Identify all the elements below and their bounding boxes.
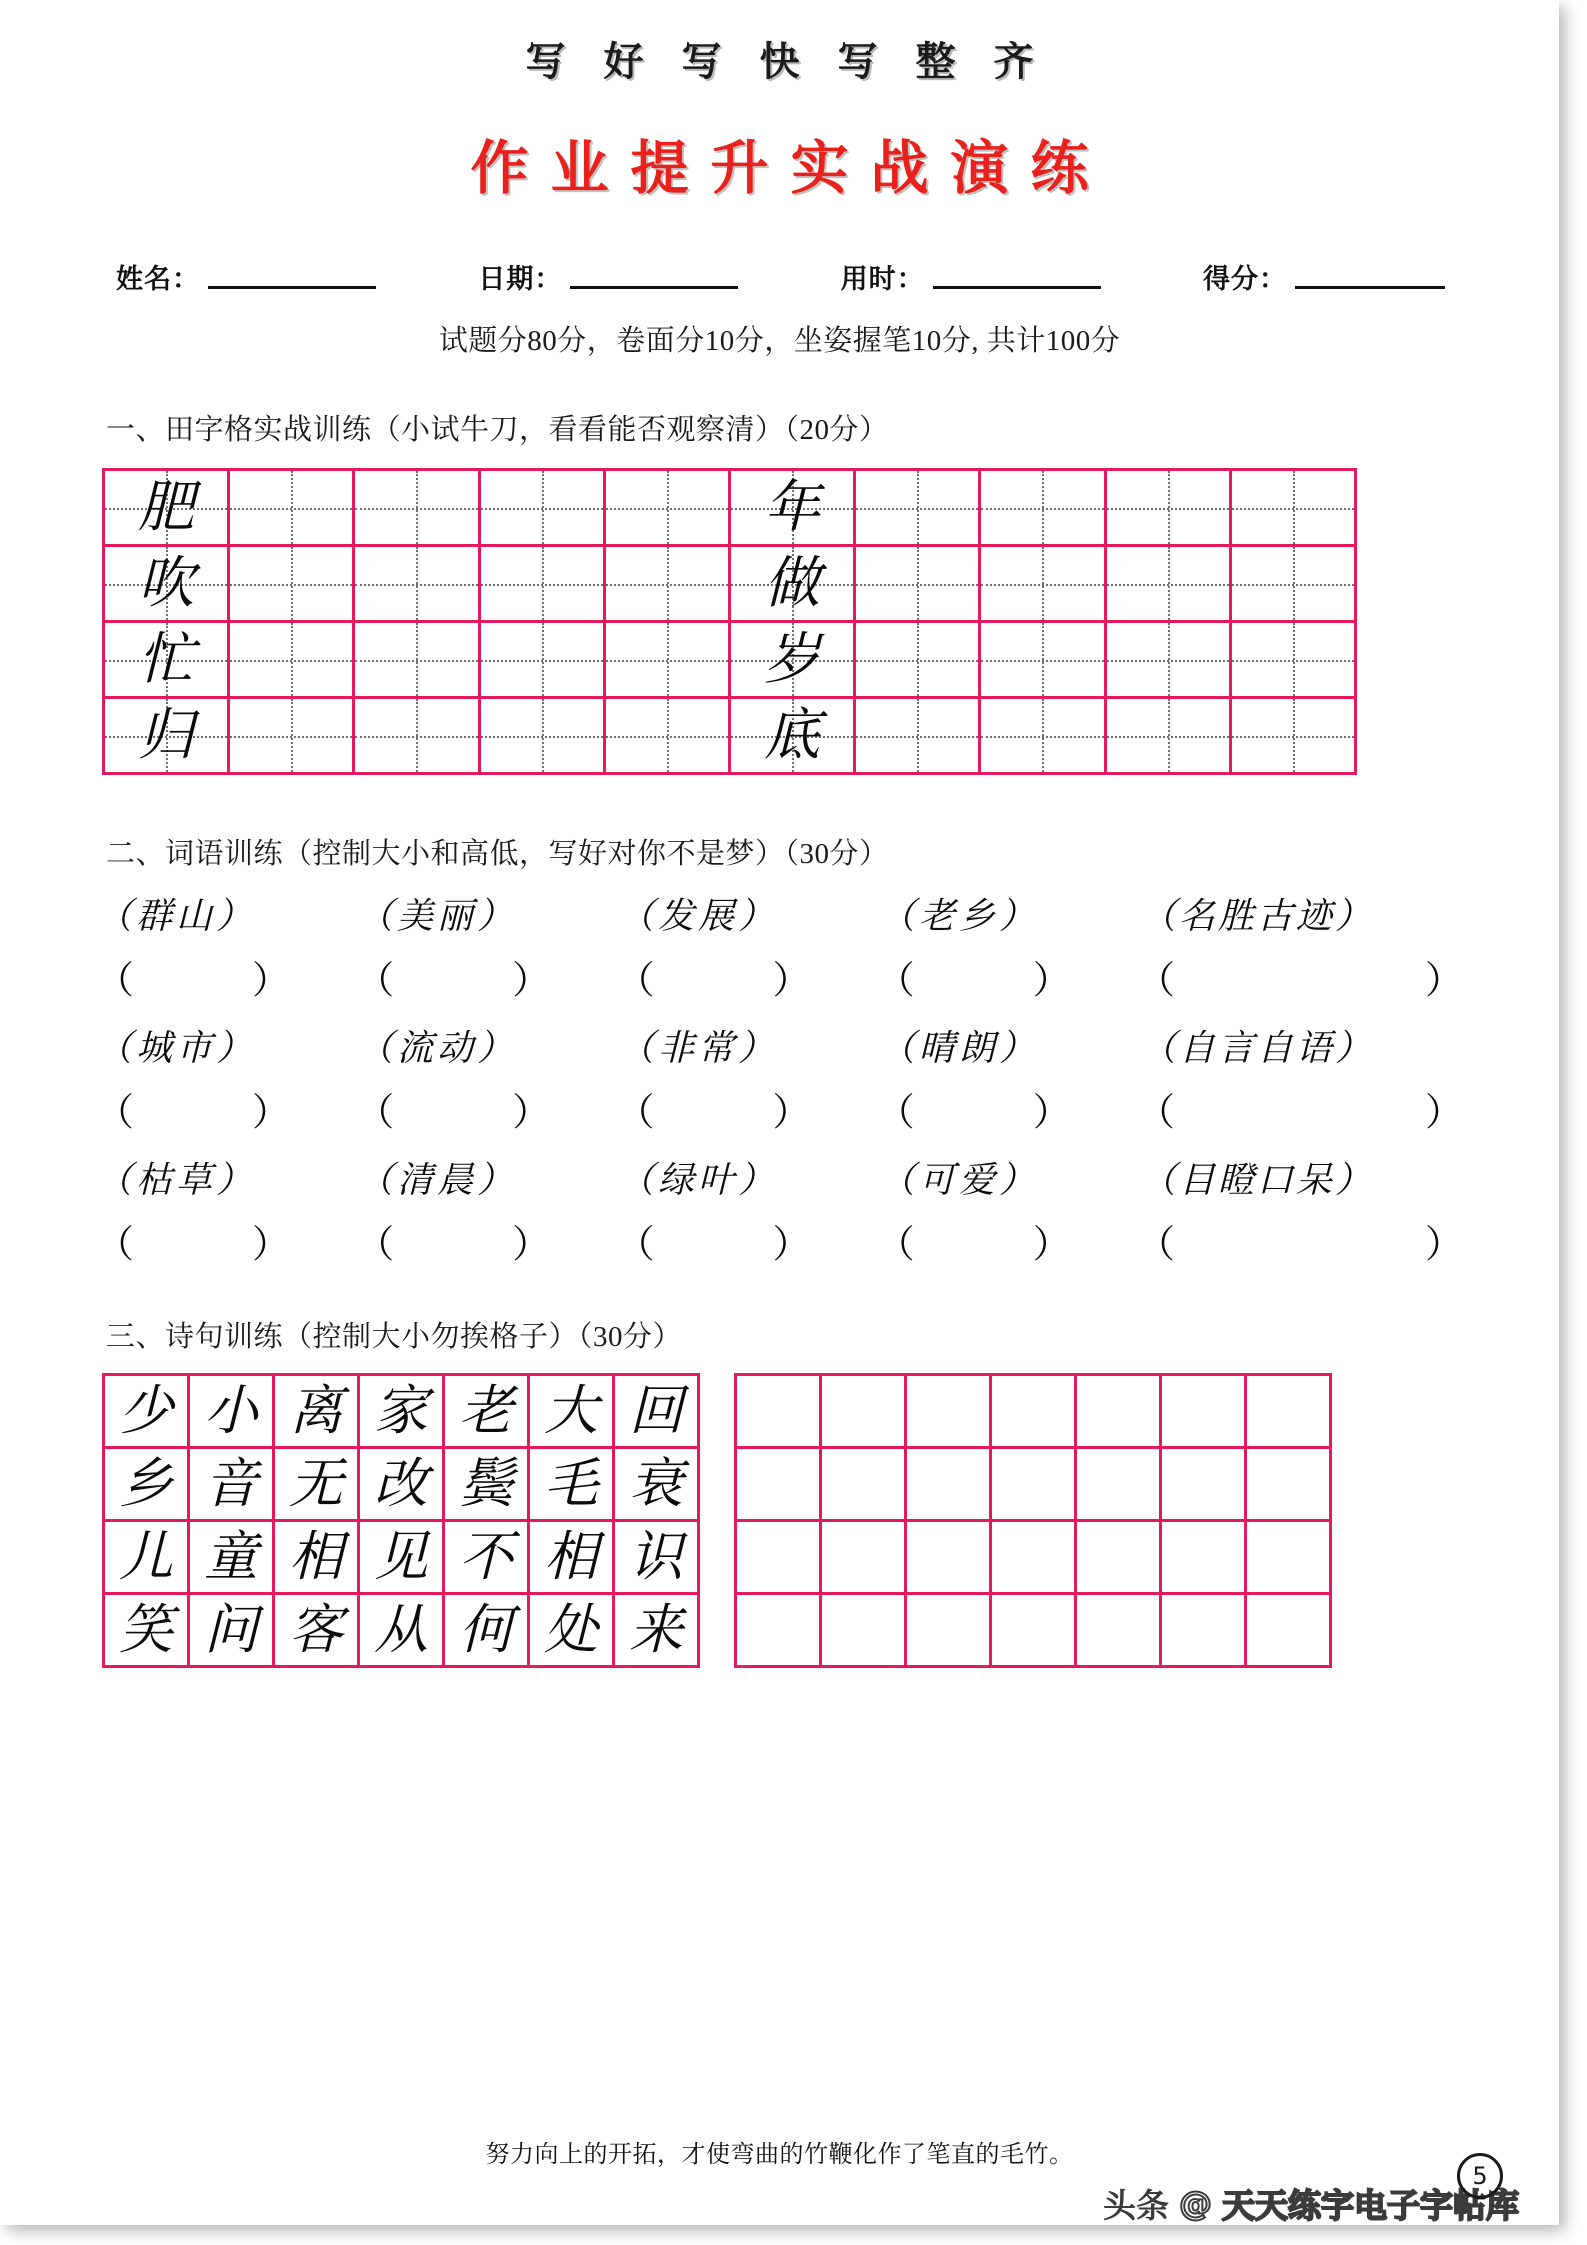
tianzige-cell[interactable]	[230, 547, 355, 623]
word-blank-cell[interactable]	[1137, 1081, 1463, 1136]
word-blank-cell[interactable]	[616, 1081, 876, 1136]
poem-cell-filled[interactable]: 毛	[530, 1449, 615, 1522]
word-model-cell: （可爱）	[878, 1160, 1039, 1200]
word-blank-cell[interactable]	[356, 1081, 616, 1136]
tianzige-cell[interactable]	[481, 471, 606, 547]
word-model-cell: （群山）	[96, 896, 257, 936]
blank-open-paren: （	[96, 1092, 135, 1134]
poem-cell-blank[interactable]	[1162, 1376, 1247, 1449]
word-model-cell: （美丽）	[356, 896, 517, 936]
poem-cell-blank[interactable]	[1077, 1522, 1162, 1595]
poem-cell-blank[interactable]	[907, 1522, 992, 1595]
tianzige-cell[interactable]	[105, 623, 230, 699]
student-info-row	[96, 257, 1463, 296]
tianzige-cell[interactable]	[1232, 471, 1357, 547]
poem-cell-blank[interactable]	[822, 1376, 907, 1449]
tianzige-cell[interactable]	[856, 547, 981, 623]
blank-open-paren: （	[876, 1092, 915, 1134]
poem-cell-filled[interactable]: 问	[190, 1595, 275, 1668]
watermark	[1103, 2180, 1519, 2225]
poem-cell-blank[interactable]	[1077, 1449, 1162, 1522]
score-label: 得分：	[1202, 264, 1287, 295]
section-1-title: 一、田字格实战训练（小试牛刀，看看能否观察清）（20分）	[106, 414, 889, 446]
poem-cell-blank[interactable]	[992, 1595, 1077, 1668]
poem-cell-blank[interactable]	[737, 1522, 822, 1595]
poem-cell-blank[interactable]	[907, 1595, 992, 1668]
time-write-line[interactable]	[933, 286, 1101, 289]
poem-cell-filled[interactable]: 无	[275, 1449, 360, 1522]
poem-cell-blank[interactable]	[822, 1595, 907, 1668]
poem-cell-blank[interactable]	[1162, 1522, 1247, 1595]
poem-cell-blank[interactable]	[1247, 1376, 1332, 1449]
page-title: 作业提升实战演练	[470, 134, 1111, 202]
tianzige-cell[interactable]	[1107, 547, 1232, 623]
blank-open-paren: （	[96, 1224, 135, 1266]
score-field[interactable]	[1203, 257, 1445, 296]
tianzige-cell[interactable]	[856, 471, 981, 547]
watermark-prefix: 头条	[1103, 2186, 1169, 2225]
blank-open-paren: （	[96, 960, 135, 1002]
poem-cell-blank[interactable]	[907, 1376, 992, 1449]
poem-cell-blank[interactable]	[822, 1449, 907, 1522]
word-model-cell: （目瞪口呆）	[1139, 1160, 1374, 1200]
blank-close-paren: ）	[512, 1092, 551, 1134]
word-blank-cell[interactable]	[616, 949, 876, 1004]
tianzige-cell[interactable]	[1107, 699, 1232, 775]
blank-close-paren: ）	[1032, 1092, 1071, 1134]
footer-quote: 努力向上的开拓，才使弯曲的竹鞭化作了笔直的毛竹。	[485, 2142, 1074, 2168]
word-blank-cell[interactable]	[96, 1213, 356, 1268]
blank-close-paren: ）	[772, 1224, 811, 1266]
poem-cell-filled[interactable]: 不	[445, 1522, 530, 1595]
blank-open-paren: （	[356, 960, 395, 1002]
poem-cell-blank[interactable]	[1247, 1595, 1332, 1668]
tianzige-cell[interactable]	[1107, 623, 1232, 699]
time-field[interactable]	[841, 257, 1101, 296]
name-label: 姓名：	[116, 264, 200, 295]
blank-close-paren: ）	[252, 1224, 291, 1266]
poem-grid-blank	[734, 1373, 1332, 1668]
poem-cell-filled[interactable]: 改	[360, 1449, 445, 1522]
blank-open-paren: （	[616, 1224, 655, 1266]
poem-cell-blank[interactable]	[737, 1449, 822, 1522]
poem-cell-filled[interactable]: 鬓	[445, 1449, 530, 1522]
blank-open-paren: （	[616, 960, 655, 1002]
poem-cell-blank[interactable]	[737, 1595, 822, 1668]
tianzige-cell[interactable]	[606, 623, 731, 699]
poem-cell-filled[interactable]: 识	[615, 1522, 700, 1595]
blank-close-paren: ）	[1424, 1224, 1463, 1266]
poem-cell-blank[interactable]	[1247, 1449, 1332, 1522]
poem-cell-filled[interactable]: 音	[190, 1449, 275, 1522]
blank-open-paren: （	[1136, 960, 1175, 1002]
date-write-line[interactable]	[570, 286, 738, 289]
page-number-badge: 5	[1457, 2153, 1503, 2199]
blank-close-paren: ）	[252, 1092, 291, 1134]
word-model-cell: （绿叶）	[617, 1160, 778, 1200]
word-blank-row	[96, 1213, 1463, 1268]
word-blank-row	[96, 1081, 1463, 1136]
poem-cell-filled[interactable]: 童	[190, 1522, 275, 1595]
blank-open-paren: （	[616, 1092, 655, 1134]
poem-cell-filled[interactable]: 少	[105, 1376, 190, 1449]
tianzige-cell[interactable]	[105, 471, 230, 547]
poem-cell-filled[interactable]: 何	[445, 1595, 530, 1668]
tianzige-cell[interactable]	[981, 623, 1106, 699]
poem-cell-filled[interactable]: 见	[360, 1522, 445, 1595]
tianzige-cell[interactable]	[731, 699, 856, 775]
tianzige-cell[interactable]	[981, 471, 1106, 547]
word-blank-cell[interactable]	[877, 1081, 1137, 1136]
tianzige-cell[interactable]	[355, 547, 480, 623]
poem-cell-blank[interactable]	[1247, 1522, 1332, 1595]
word-practice-wrapper	[96, 888, 1463, 1268]
tianzige-model-char: 忙	[138, 628, 195, 691]
tianzige-model-char: 底	[764, 704, 821, 767]
blank-close-paren: ）	[252, 960, 291, 1002]
tianzige-grid	[102, 468, 1357, 775]
tianzige-cell[interactable]	[355, 471, 480, 547]
blank-open-paren: （	[876, 1224, 915, 1266]
word-blank-cell[interactable]	[616, 1213, 876, 1268]
tianzige-cell[interactable]	[230, 699, 355, 775]
tianzige-cell[interactable]	[856, 699, 981, 775]
poem-grid-filled	[102, 1373, 700, 1668]
poem-cell-filled[interactable]: 客	[275, 1595, 360, 1668]
poem-cell-filled[interactable]: 离	[275, 1376, 360, 1449]
word-blank-cell[interactable]	[877, 1213, 1137, 1268]
tianzige-cell[interactable]	[230, 623, 355, 699]
poem-cell-filled[interactable]: 来	[615, 1595, 700, 1668]
tianzige-model-char: 做	[764, 552, 821, 615]
tianzige-model-char: 肥	[138, 476, 195, 539]
tianzige-cell[interactable]	[1232, 623, 1357, 699]
poem-cell-filled[interactable]: 从	[360, 1595, 445, 1668]
poem-cell-blank[interactable]	[737, 1376, 822, 1449]
time-label: 用时：	[840, 264, 925, 295]
word-model-row	[96, 1152, 1463, 1203]
name-write-line[interactable]	[208, 286, 376, 289]
tianzige-cell[interactable]	[105, 699, 230, 775]
tianzige-model-char: 吹	[138, 552, 195, 615]
poem-cell-blank[interactable]	[1162, 1595, 1247, 1668]
tianzige-cell[interactable]	[981, 547, 1106, 623]
tianzige-cell[interactable]	[1107, 471, 1232, 547]
section-2-title: 二、词语训练（控制大小和高低，写好对你不是梦）（30分）	[106, 838, 889, 870]
word-model-cell: （流动）	[356, 1028, 517, 1068]
poem-cell-filled[interactable]: 相	[275, 1522, 360, 1595]
word-model-cell: （发展）	[617, 896, 778, 936]
name-field[interactable]	[116, 257, 376, 296]
blank-close-paren: ）	[512, 960, 551, 1002]
word-model-row	[96, 888, 1463, 939]
word-blank-cell[interactable]	[1137, 1213, 1463, 1268]
tianzige-cell[interactable]	[606, 699, 731, 775]
tianzige-cell[interactable]	[355, 699, 480, 775]
score-write-line[interactable]	[1295, 286, 1445, 289]
tianzige-model-char: 岁	[764, 628, 821, 691]
word-model-cell: （晴朗）	[878, 1028, 1039, 1068]
tianzige-grid-wrapper	[96, 468, 1463, 775]
poem-cell-filled[interactable]: 家	[360, 1376, 445, 1449]
tianzige-cell[interactable]	[731, 623, 856, 699]
poem-cell-filled[interactable]: 笑	[105, 1595, 190, 1668]
tianzige-cell[interactable]	[606, 547, 731, 623]
word-model-cell: （自言自语）	[1139, 1028, 1374, 1068]
poem-cell-blank[interactable]	[992, 1522, 1077, 1595]
tianzige-cell[interactable]	[230, 471, 355, 547]
poem-cell-blank[interactable]	[992, 1449, 1077, 1522]
word-model-cell: （非常）	[617, 1028, 778, 1068]
poem-cell-blank[interactable]	[907, 1449, 992, 1522]
blank-close-paren: ）	[1032, 1224, 1071, 1266]
tianzige-model-char: 归	[138, 704, 195, 767]
poem-cell-filled[interactable]: 老	[445, 1376, 530, 1449]
blank-open-paren: （	[356, 1224, 395, 1266]
word-model-cell: （枯草）	[96, 1160, 257, 1200]
poem-cell-blank[interactable]	[822, 1522, 907, 1595]
date-field[interactable]	[478, 257, 738, 296]
word-blank-row	[96, 949, 1463, 1004]
blank-close-paren: ）	[1424, 1092, 1463, 1134]
blank-open-paren: （	[1136, 1092, 1175, 1134]
poem-practice-wrapper	[96, 1373, 1463, 1668]
blank-open-paren: （	[356, 1092, 395, 1134]
tianzige-cell[interactable]	[105, 547, 230, 623]
poem-cell-filled[interactable]: 处	[530, 1595, 615, 1668]
word-blank-cell[interactable]	[356, 1213, 616, 1268]
poem-cell-filled[interactable]: 回	[615, 1376, 700, 1449]
word-model-row	[96, 1020, 1463, 1071]
blank-close-paren: ）	[772, 1092, 811, 1134]
poem-cell-filled[interactable]: 相	[530, 1522, 615, 1595]
tianzige-cell[interactable]	[856, 623, 981, 699]
date-label: 日期：	[478, 264, 563, 295]
page-slogan: 写好写快写整齐	[525, 39, 1072, 85]
blank-close-paren: ）	[772, 960, 811, 1002]
poem-cell-filled[interactable]: 乡	[105, 1449, 190, 1522]
score-breakdown-note: 试题分80分，卷面分10分，坐姿握笔10分, 共计100分	[438, 325, 1121, 357]
word-model-cell: （名胜古迹）	[1139, 896, 1374, 936]
poem-cell-filled[interactable]: 儿	[105, 1522, 190, 1595]
poem-cell-filled[interactable]: 衰	[615, 1449, 700, 1522]
poem-cell-filled[interactable]: 大	[530, 1376, 615, 1449]
tianzige-cell[interactable]	[606, 471, 731, 547]
blank-close-paren: ）	[1424, 960, 1463, 1002]
word-blank-cell[interactable]	[96, 1081, 356, 1136]
watermark-at-icon: @	[1179, 2184, 1212, 2223]
section-3-title: 三、诗句训练（控制大小勿挨格子）（30分）	[106, 1321, 683, 1353]
tianzige-cell[interactable]	[355, 623, 480, 699]
poem-cell-blank[interactable]	[1077, 1595, 1162, 1668]
word-blank-cell[interactable]	[877, 949, 1137, 1004]
poem-cell-blank[interactable]	[992, 1376, 1077, 1449]
word-model-cell: （清晨）	[356, 1160, 517, 1200]
tianzige-cell[interactable]	[1232, 547, 1357, 623]
tianzige-cell[interactable]	[481, 547, 606, 623]
tianzige-cell[interactable]	[731, 547, 856, 623]
word-model-cell: （城市）	[96, 1028, 257, 1068]
tianzige-cell[interactable]	[481, 699, 606, 775]
poem-cell-blank[interactable]	[1162, 1449, 1247, 1522]
word-blank-cell[interactable]	[1137, 949, 1463, 1004]
poem-cell-filled[interactable]: 小	[190, 1376, 275, 1449]
blank-close-paren: ）	[512, 1224, 551, 1266]
tianzige-cell[interactable]	[1232, 699, 1357, 775]
tianzige-model-char: 年	[764, 476, 821, 539]
tianzige-cell[interactable]	[731, 471, 856, 547]
blank-open-paren: （	[876, 960, 915, 1002]
word-model-cell: （老乡）	[878, 896, 1039, 936]
word-blank-cell[interactable]	[96, 949, 356, 1004]
word-blank-cell[interactable]	[356, 949, 616, 1004]
poem-cell-blank[interactable]	[1077, 1376, 1162, 1449]
tianzige-cell[interactable]	[481, 623, 606, 699]
blank-close-paren: ）	[1032, 960, 1071, 1002]
watermark-name: 天天练字电子字帖库	[1222, 2186, 1519, 2225]
tianzige-cell[interactable]	[981, 699, 1106, 775]
blank-open-paren: （	[1136, 1224, 1175, 1266]
